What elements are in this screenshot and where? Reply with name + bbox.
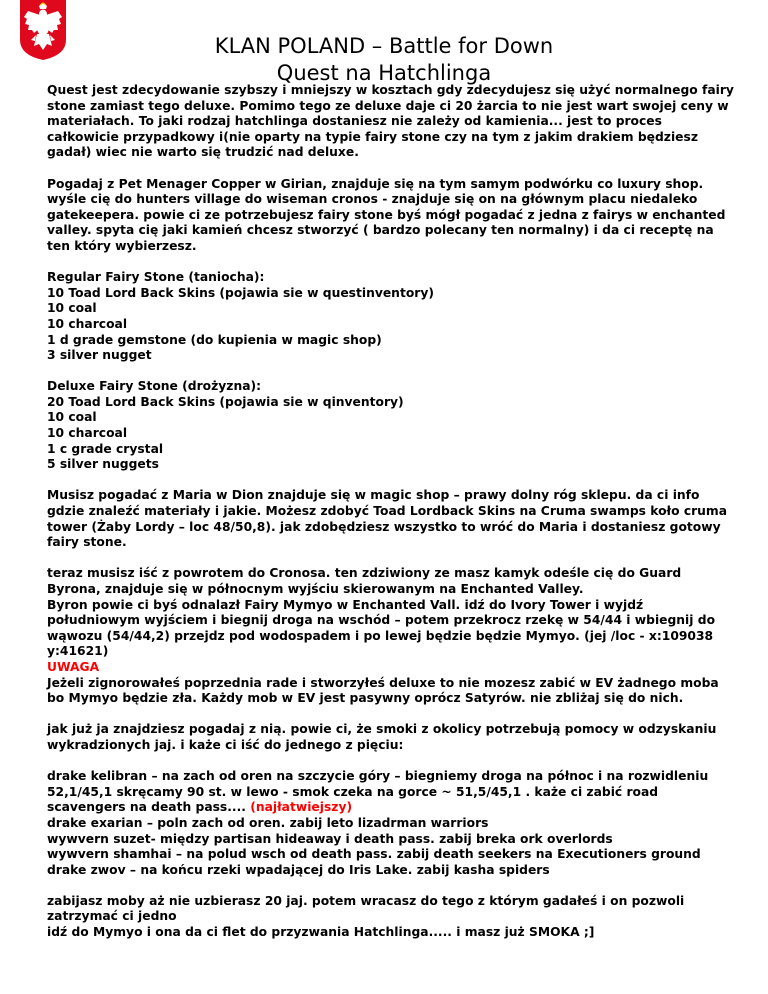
recipe-item: 10 coal [47, 301, 97, 316]
recipe-item: 1 c grade crystal [47, 441, 164, 456]
recipe-item: 10 charcoal [47, 426, 128, 441]
recipe-item: 1 d grade gemstone (do kupienia w magic shop) [47, 332, 382, 347]
ending-text: zabijasz moby aż nie uzbierasz 20 jaj. potem wracasz do tego z którym gadałeś i on pozwoli zatrzymać ci jedno [47, 893, 685, 924]
recipe-heading: Regular Fairy Stone (taniocha): [47, 270, 265, 285]
mymyo-paragraph: jak już ja znajdziesz pogadaj z nią. powie ci, że smoki z okolicy potrzebują pomocy w odzyskaniu wykradzionych jaj. i każe ci iść do jednego z pięciu: [47, 722, 717, 752]
ending-paragraph [47, 894, 737, 941]
intro-paragraph: Quest jest zdecydowanie szybszy i mniejszy w kosztach gdy zdecydujesz się użyć normalnego fairy stone zamiast tego deluxe. Pomimo tego ze deluxe daje ci 20 żarcia to nie jest wart swojej ceny w materiałach. To jaki rodzaj hatchlinga dostaniesz nie zależy od kamienia... jest to proces całkowicie przypadkowy i(nie oparty na typie fairy stone czy na tym z jakim drakiem będziesz gadał) wiec nie warto się trudzić nad deluxe. [47, 83, 734, 160]
maria-paragraph: Musisz pogadać z Maria w Dion znajduje się w magic shop – prawy dolny róg sklepu. da ci info gdzie znaleźć materiały i jakie. Możesz zdobyć Toad Lordback Skins na Cruma swamps koło cruma tower (Żaby Lordy – loc 48/50,8). jak zdobędziesz wszystko to wróć do Maria i dostaniesz gotowy fairy stone. [47, 488, 728, 550]
document-body [47, 83, 737, 956]
recipe-heading: Deluxe Fairy Stone (drożyzna): [47, 379, 262, 394]
deluxe-fairy-stone-recipe [47, 379, 737, 473]
drake-item: wywvern suzet- między partisan hideaway i death pass. zabij breka ork overlords [47, 831, 613, 846]
recipe-item: 10 Toad Lord Back Skins (pojawia sie w questinventory) [47, 285, 434, 300]
drake-kelibran: drake kelibran – na zach od oren na szczycie góry – biegniemy droga na północ i na rozwidleniu 52,1/45,1 skręcamy 90 st. w lewo - smok czeka na gorce ~ 51,5/45,1 . każe ci zabić road scavengers na death pass.... [47, 769, 709, 815]
cronos-text: teraz musisz iść z powrotem do Cronosa. ten zdziwiony ze masz kamyk odeśle cię do Guard Byrona, znajduje się w północnym wyjściu skierowanym na Enchanted Valley. [47, 566, 682, 596]
recipe-item: 3 silver nugget [47, 348, 152, 363]
byron-text: Byron powie ci byś odnalazł Fairy Mymyo w Enchanted Vall. idź do Ivory Tower i wyjdź południowym wyjściem i biegnij droga na wschód – potem przekrocz rzekę w 54/44 i wbiegnij do wąwozu (54/44,2) przejdz pod wodospadem i po lewej będzie będzie Mymyo. (jej /loc - x:109038 y:41621) [47, 597, 716, 659]
step-copper-paragraph: Pogadaj z Pet Menager Copper w Girian, znajduje się na tym samym podwórku co luxury shop. wyśle cię do hunters village do wiseman cronos - znajduje się on na głównym placu niedaleko gatekeepera. powie ci ze potrzebujesz fairy stone byś mógł pogadać z jedna z fairys w enchanted valley. spyta cię jaki kamień chcesz stworzyć ( bardzo polecany ten normalny) i da ci receptę na ten który wybierzesz. [47, 176, 726, 253]
easiest-note: (najłatwiejszy) [250, 800, 353, 815]
recipe-item: 10 coal [47, 410, 97, 425]
page-title: KLAN POLAND – Battle for Down [214, 34, 554, 58]
ending-text-final: idź do Mymyo i ona da ci flet do przyzwania Hatchlinga..... i masz już SMOKA ;] [47, 925, 595, 940]
drake-item: wywvern shamhai – na polud wsch od death pass. zabij death seekers na Executioners ground [47, 847, 701, 862]
warning-text: Jeżeli zignorowałeś poprzednia rade i stworzyłeś deluxe to nie mozesz zabić w EV żadnego moba bo Mymyo będzie zła. Każdy mob w EV jest pasywny oprócz Satyrów. nie zbliżaj się do nich. [47, 675, 719, 706]
recipe-item: 5 silver nuggets [47, 457, 159, 472]
cronos-paragraph [47, 566, 737, 706]
drakes-list [47, 769, 737, 878]
drake-item: drake exarian – poln zach od oren. zabij leto lizadrman warriors [47, 815, 489, 830]
drake-item: drake zwov – na końcu rzeki wpadającej do Iris Lake. zabij kasha spiders [47, 862, 550, 877]
regular-fairy-stone-recipe [47, 270, 737, 364]
warning-label: UWAGA [47, 659, 100, 674]
recipe-item: 20 Toad Lord Back Skins (pojawia sie w qinventory) [47, 394, 404, 409]
recipe-item: 10 charcoal [47, 316, 128, 331]
page-subtitle: Quest na Hatchlinga [276, 61, 492, 85]
